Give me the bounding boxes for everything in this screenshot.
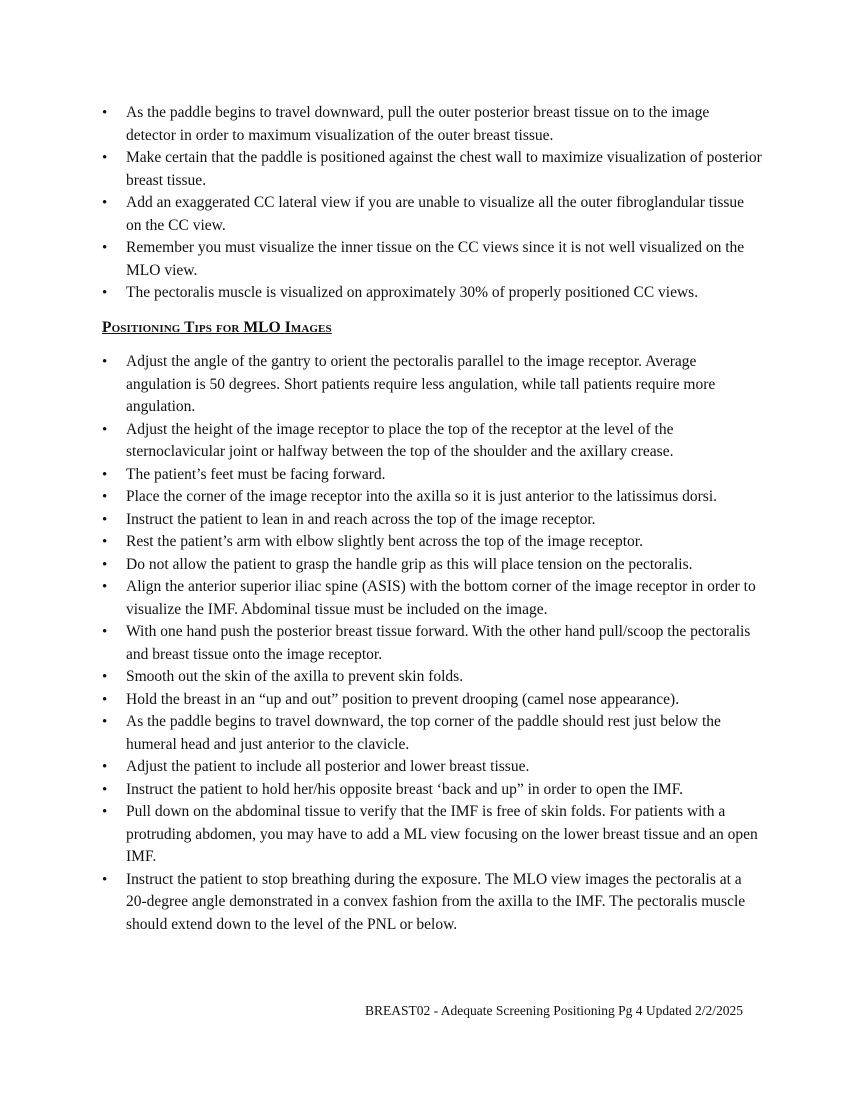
- top-bullet-list: [102, 102, 762, 305]
- list-item-text: Add an exaggerated CC lateral view if you are unable to visualize all the outer fibroglandular tissue on the CC view.: [126, 194, 745, 234]
- list-item-text: With one hand push the posterior breast tissue forward. With the other hand pull/scoop the pectoralis and breast tissue onto the image receptor.: [126, 623, 751, 663]
- bullet-icon: •: [102, 534, 108, 550]
- bullet-icon: •: [102, 871, 108, 888]
- list-item-text: Pull down on the abdominal tissue to verify that the IMF is free of skin folds. For patients with a protruding abdomen, you may have to add a ML view focusing on the lower breast tissue and an open IMF.: [126, 803, 758, 865]
- list-item: [102, 666, 762, 689]
- list-item: [102, 464, 762, 487]
- bullet-icon: •: [102, 511, 108, 528]
- list-item-text: Smooth out the skin of the axilla to prevent skin folds.: [126, 668, 464, 685]
- bullet-icon: •: [102, 804, 108, 820]
- list-item: [102, 102, 762, 147]
- list-item-text: Adjust the patient to include all posterior and lower breast tissue.: [126, 758, 530, 775]
- bullet-icon: •: [102, 556, 108, 573]
- list-item-text: Place the corner of the image receptor into the axilla so it is just anterior to the latissimus dorsi.: [126, 488, 717, 505]
- list-item: [102, 147, 762, 192]
- list-item-text: Adjust the height of the image receptor to place the top of the receptor at the level of the sternoclavicular joint or halfway between the top of the shoulder and the axillary crease.: [126, 420, 674, 460]
- list-item: [102, 531, 762, 554]
- list-item: [102, 509, 762, 532]
- list-item-text: Hold the breast in an “up and out” position to prevent drooping (camel nose appearance).: [126, 690, 680, 708]
- list-item-text: Rest the patient’s arm with elbow slightly bent across the top of the image receptor.: [126, 533, 643, 550]
- list-item-text: Instruct the patient to hold her/his opposite breast ‘back and up” in order to open the IMF.: [126, 780, 684, 798]
- list-item: [102, 779, 762, 802]
- bullet-icon: •: [102, 759, 108, 775]
- bullet-icon: •: [102, 691, 108, 708]
- bullet-icon: •: [102, 150, 108, 166]
- bullet-icon: •: [102, 421, 108, 438]
- list-item: [102, 801, 762, 869]
- list-item-text: The patient’s feet must be facing forward.: [126, 465, 386, 483]
- list-item-text: The pectoralis muscle is visualized on approximately 30% of properly positioned CC views.: [126, 284, 699, 301]
- list-item-text: Make certain that the paddle is positioned against the chest wall to maximize visualization of posterior breast tissue.: [126, 149, 762, 189]
- bullet-icon: •: [102, 240, 108, 256]
- section-heading: Positioning Tips for MLO Images: [102, 319, 332, 336]
- bullet-icon: •: [102, 489, 108, 505]
- bullet-icon: •: [102, 285, 108, 301]
- bullet-icon: •: [102, 669, 108, 685]
- list-item: [102, 689, 762, 712]
- list-item-text: Do not allow the patient to grasp the handle grip as this will place tension on the pectoralis.: [126, 555, 693, 573]
- list-item: [102, 711, 762, 756]
- list-item: [102, 621, 762, 666]
- list-item-text: As the paddle begins to travel downward, the top corner of the paddle should rest just below the humeral head and just anterior to the clavicle.: [126, 713, 721, 753]
- bullet-icon: •: [102, 714, 108, 730]
- list-item: [102, 419, 762, 464]
- list-item: [102, 486, 762, 509]
- page-footer: BREAST02 - Adequate Screening Positioning Pg 4 Updated 2/2/2025: [365, 1003, 743, 1018]
- list-item: [102, 554, 762, 577]
- list-item: [102, 756, 762, 779]
- bullet-icon: •: [102, 195, 108, 211]
- list-item: [102, 282, 762, 305]
- list-item-text: Remember you must visualize the inner tissue on the CC views since it is not well visualized on the MLO view.: [126, 239, 745, 279]
- bullet-icon: •: [102, 105, 108, 121]
- list-item-text: Align the anterior superior iliac spine (ASIS) with the bottom corner of the image receptor in order to visualize the IMF. Abdominal tissue must be included on the image.: [126, 578, 756, 618]
- bullet-icon: •: [102, 466, 108, 483]
- mlo-bullet-list: [102, 351, 762, 936]
- list-item: [102, 576, 762, 621]
- list-item-text: As the paddle begins to travel downward, pull the outer posterior breast tissue on to the image detector in order to maximum visualization of the outer breast tissue.: [126, 104, 710, 144]
- list-item: [102, 351, 762, 419]
- list-item-text: Adjust the angle of the gantry to orient the pectoralis parallel to the image receptor. Average angulation is 50 degrees. Short patients require less angulation, while tall patients require more angulation.: [126, 353, 716, 415]
- bullet-icon: •: [102, 354, 108, 370]
- list-item: [102, 237, 762, 282]
- list-item: [102, 192, 762, 237]
- bullet-icon: •: [102, 624, 108, 640]
- bullet-icon: •: [102, 579, 108, 595]
- bullet-icon: •: [102, 781, 108, 798]
- list-item-text: Instruct the patient to lean in and reach across the top of the image receptor.: [126, 510, 596, 528]
- list-item-text: Instruct the patient to stop breathing during the exposure. The MLO view images the pectoralis at a 20-degree angle demonstrated in a convex fashion from the axilla to the IMF. The pectoralis muscle should extend down to the level of the PNL or below.: [126, 870, 746, 933]
- list-item: [102, 869, 762, 937]
